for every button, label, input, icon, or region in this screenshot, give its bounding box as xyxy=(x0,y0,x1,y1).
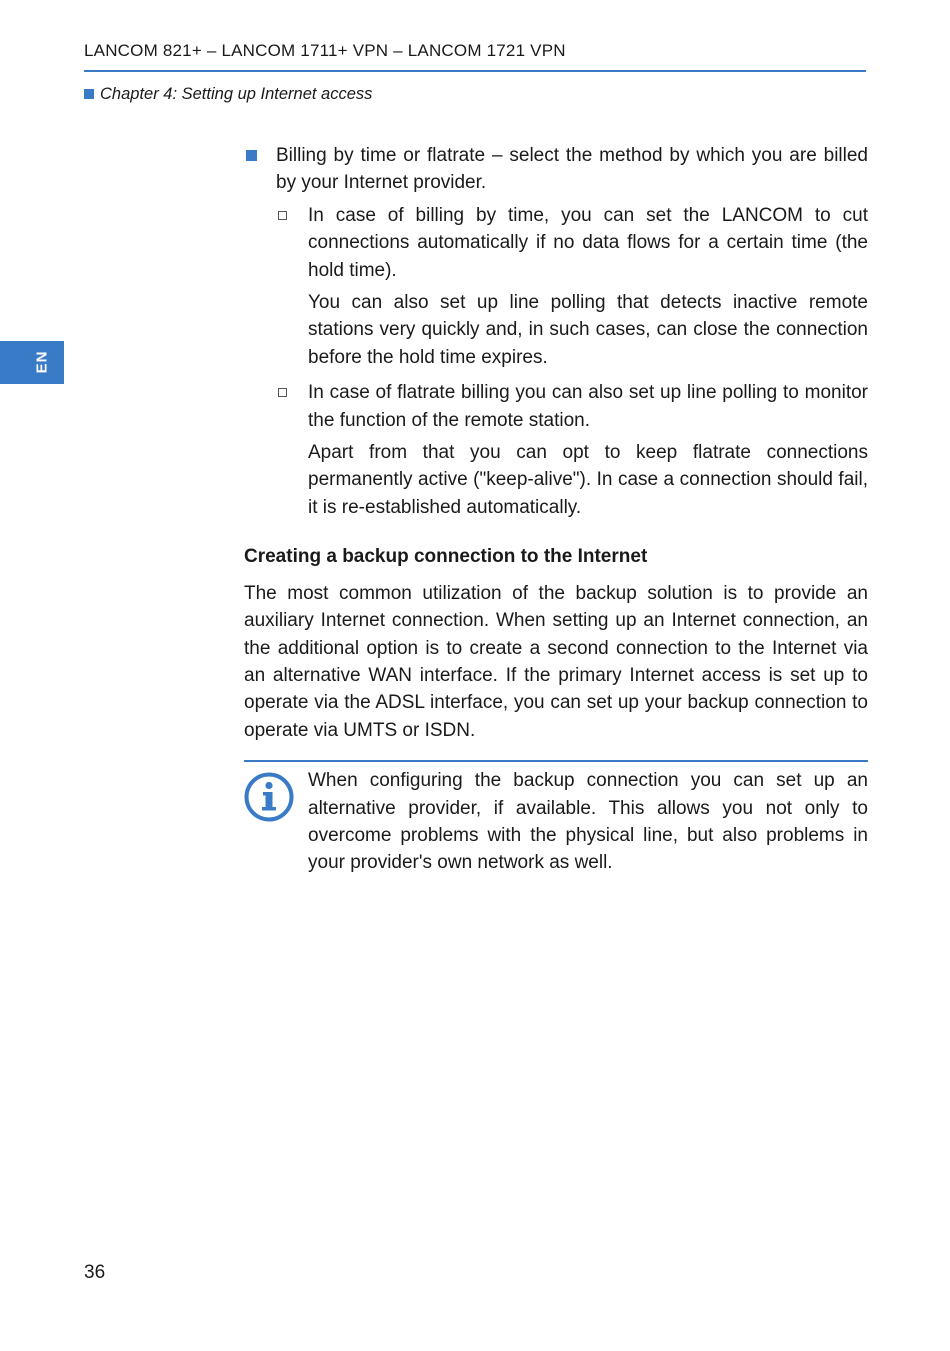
sub-item-paragraph: You can also set up line polling that detects inactive remote stations very quickly and, in such cases, can close the connection before the hold time expires. xyxy=(308,292,868,368)
sub-item-text: In case of flatrate billing you can also set up line polling to monitor the function of the remote station. xyxy=(308,382,868,431)
chapter-square-icon xyxy=(84,89,94,99)
list-item xyxy=(244,142,868,197)
body-paragraph: The most common utilization of the backup solution is to provide an auxiliary Internet connection. When setting up an Internet connection, an the additional option is to create a second connection to the Internet via an alternative WAN interface. If the primary Internet access is set up to operate via the ADSL interface, you can set up your backup connection to operate via UMTS or ISDN. xyxy=(244,582,868,741)
chapter-breadcrumb xyxy=(84,84,372,104)
info-icon xyxy=(244,772,294,822)
bullet-text: Billing by time or flatrate – select the method by which you are billed by your Internet provider. xyxy=(276,145,868,194)
running-header-title: LANCOM 821+ – LANCOM 1711+ VPN – LANCOM 1721 VPN xyxy=(84,41,566,60)
main-content xyxy=(244,142,868,877)
sub-item-paragraph: Apart from that you can opt to keep flatrate connections permanently active ("keep‑alive"). In case a connection should fail, it is re‑established automatically. xyxy=(308,442,868,518)
sub-list-item xyxy=(244,202,868,284)
language-tab-label: EN xyxy=(33,350,51,374)
language-tab xyxy=(0,341,64,384)
sub-item-text: In case of billing by time, you can set the LANCOM to cut connections automatically if no data flows for a certain time (the hold time). xyxy=(308,204,868,281)
hollow-square-icon xyxy=(278,211,287,220)
chapter-title: Chapter 4: Setting up Internet access xyxy=(100,85,373,103)
page-number: 36 xyxy=(84,1262,106,1283)
hollow-square-icon xyxy=(278,388,287,397)
header-divider xyxy=(84,70,866,72)
bullet-square-icon xyxy=(246,150,257,161)
note-text: When configuring the backup connection you can set up an alternative provider, if available. This allows you not only to overcome problems with the physical line, but also problems in your provider's own network as well. xyxy=(308,770,868,874)
page-header xyxy=(84,40,866,62)
info-note xyxy=(244,760,868,877)
section-heading: Creating a backup connection to the Internet xyxy=(244,546,648,568)
sub-list-item xyxy=(244,379,868,434)
